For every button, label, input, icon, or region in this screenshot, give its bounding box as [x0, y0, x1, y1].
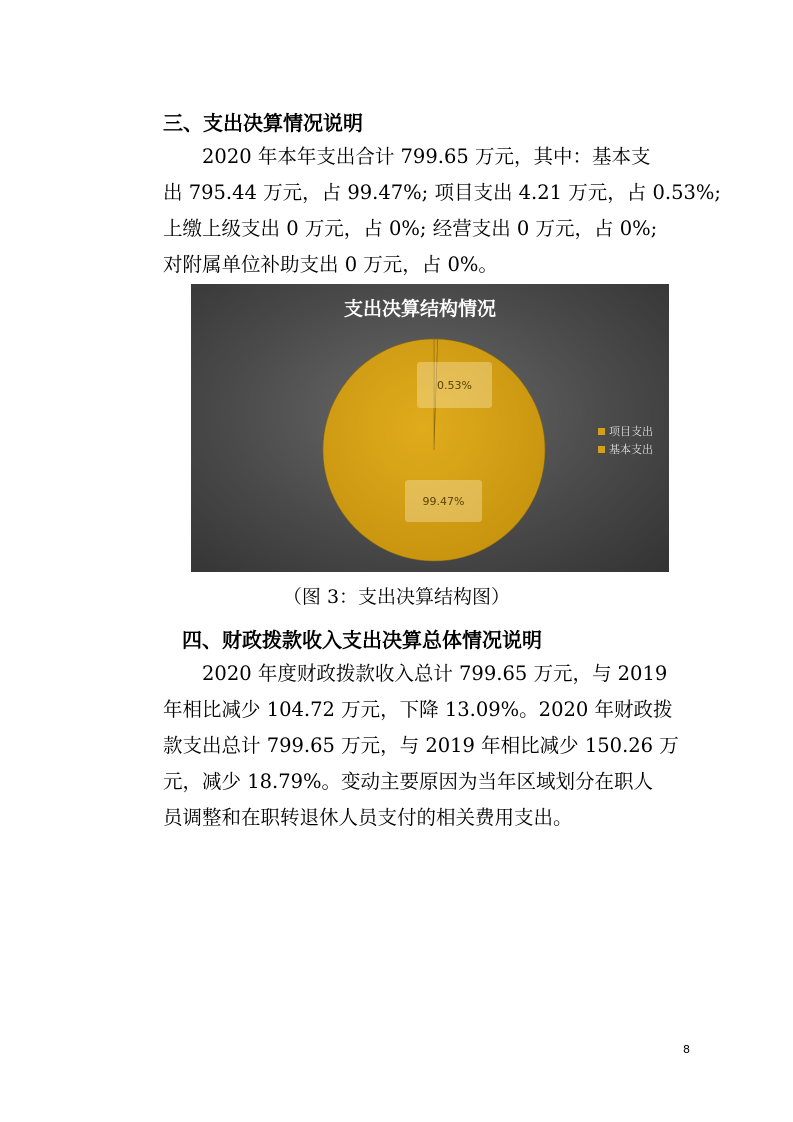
legend-swatch-1	[598, 446, 605, 453]
section-4-paragraph	[163, 656, 679, 836]
paragraph-line: 年相比减少 104.72 万元，下降 13.09%。2020 年财政拨	[163, 698, 673, 721]
figure-caption: （图 3：支出决算结构图）	[282, 586, 511, 608]
legend-swatch-0	[598, 428, 605, 435]
section-3-paragraph	[163, 139, 721, 283]
paragraph-line: 2020 年本年支出合计 799.65 万元，其中：基本支	[202, 145, 651, 168]
paragraph-line: 款支出总计 799.65 万元，与 2019 年相比减少 150.26 万	[163, 734, 679, 757]
paragraph-line: 元，减少 18.79%。变动主要原因为当年区域划分在职人	[163, 770, 654, 793]
data-label-0: 0.53%	[437, 379, 472, 392]
pie-chart-svg	[191, 284, 669, 572]
pie-chart	[191, 284, 669, 572]
chart-title: 支出决算结构情况	[343, 298, 497, 320]
page-number: 8	[683, 1043, 690, 1056]
data-label-1: 99.47%	[422, 495, 465, 508]
paragraph-line: 对附属单位补助支出 0 万元，占 0%。	[163, 253, 498, 276]
section-3-heading: 三、支出决算情况说明	[163, 111, 363, 135]
paragraph-line: 出 795.44 万元，占 99.47%; 项目支出 4.21 万元，占 0.53%;	[163, 181, 721, 204]
chart-legend	[598, 424, 653, 456]
legend-label-0: 项目支出	[609, 425, 653, 438]
paragraph-line: 2020 年度财政拨款收入总计 799.65 万元，与 2019	[202, 662, 668, 685]
legend-label-1: 基本支出	[609, 443, 653, 456]
section-4-heading: 四、财政拨款收入支出决算总体情况说明	[182, 628, 542, 652]
paragraph-line: 上缴上级支出 0 万元，占 0%; 经营支出 0 万元，占 0%;	[163, 217, 658, 240]
paragraph-line: 员调整和在职转退休人员支付的相关费用支出。	[163, 806, 573, 829]
